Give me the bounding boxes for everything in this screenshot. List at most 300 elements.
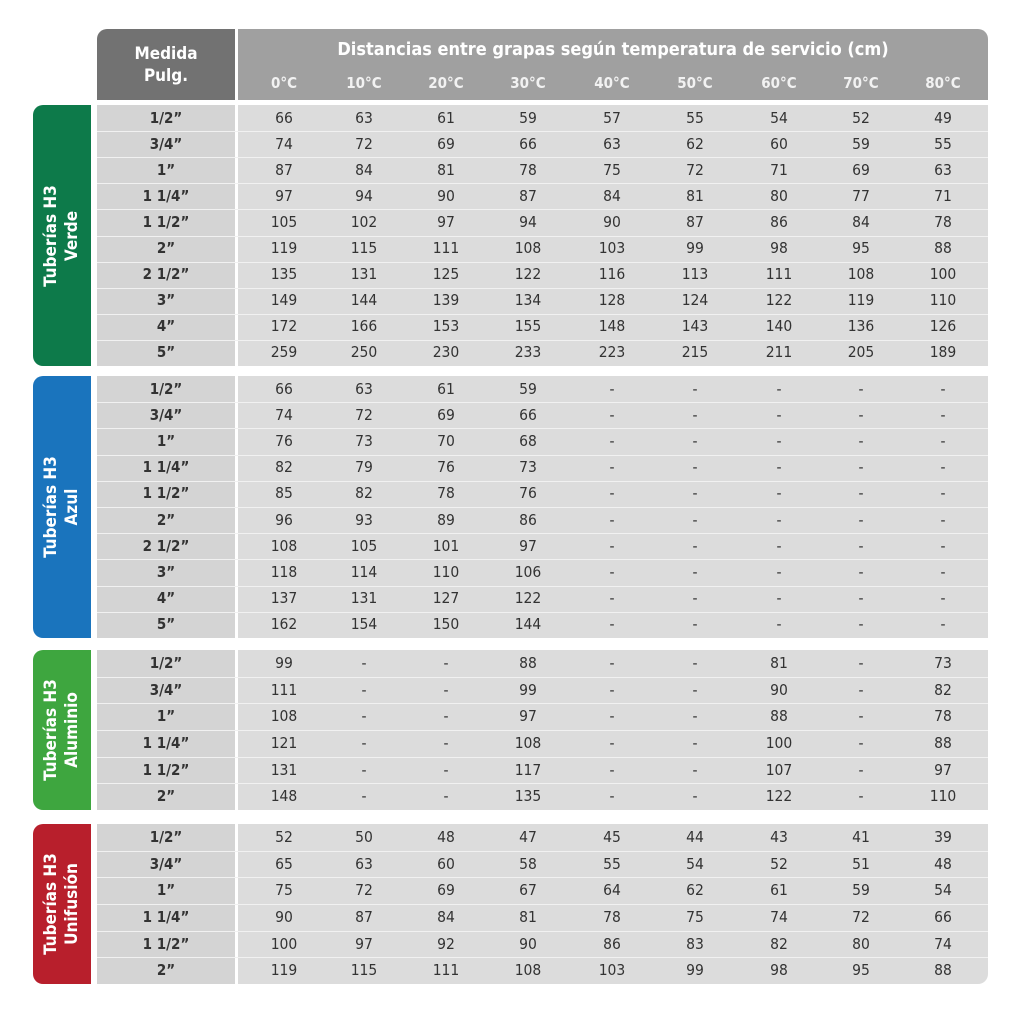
- spacing-value-cell: 43: [770, 828, 788, 846]
- spacing-value-cell: 259: [270, 343, 298, 361]
- spacing-value-cell: 69: [852, 161, 870, 179]
- spacing-value-cell: 78: [934, 213, 952, 231]
- spacing-value-cell: -: [443, 681, 449, 699]
- spacing-value-cell: 86: [519, 511, 537, 529]
- spacing-value-cell: 75: [603, 161, 621, 179]
- spacing-value-cell: 88: [770, 707, 788, 725]
- spacing-value-cell: -: [776, 563, 782, 581]
- temperature-header-8: 80°C: [925, 74, 961, 92]
- spacing-value-cell: 122: [765, 291, 793, 309]
- spacing-value-cell: 134: [514, 291, 542, 309]
- spacing-value-cell: 97: [275, 187, 293, 205]
- spacing-value-cell: 66: [519, 135, 537, 153]
- spacing-value-cell: 139: [432, 291, 460, 309]
- spacing-value-cell: 128: [598, 291, 626, 309]
- spacing-value-cell: 49: [934, 109, 952, 127]
- group-label-line1: Tuberías H3: [41, 184, 61, 287]
- group-label-line2: Azul: [62, 488, 82, 526]
- spacing-value-cell: 111: [432, 239, 460, 257]
- spacing-value-cell: 111: [270, 681, 298, 699]
- spacing-value-cell: 144: [350, 291, 378, 309]
- spacing-value-cell: 113: [681, 265, 709, 283]
- row-divider: [97, 559, 988, 560]
- spacing-value-cell: 52: [275, 828, 293, 846]
- spacing-value-cell: -: [692, 589, 698, 607]
- spacing-value-cell: -: [609, 787, 615, 805]
- spacing-value-cell: -: [609, 563, 615, 581]
- spacing-value-cell: 76: [519, 484, 537, 502]
- size-header-line2: Pulg.: [143, 65, 189, 86]
- spacing-value-cell: 114: [350, 563, 378, 581]
- spacing-value-cell: -: [692, 537, 698, 555]
- spacing-value-cell: 39: [934, 828, 952, 846]
- spacing-value-cell: -: [776, 511, 782, 529]
- pipe-size-cell: 1 1/4”: [142, 187, 190, 205]
- spacing-value-cell: -: [361, 707, 367, 725]
- spacing-value-cell: 72: [355, 135, 373, 153]
- spacing-value-cell: 127: [432, 589, 460, 607]
- spacing-value-cell: 45: [603, 828, 621, 846]
- row-divider: [97, 677, 988, 678]
- spacing-value-cell: 79: [355, 458, 373, 476]
- spacing-value-cell: 57: [603, 109, 621, 127]
- spacing-value-cell: 75: [686, 908, 704, 926]
- spacing-value-cell: -: [443, 654, 449, 672]
- spacing-value-cell: -: [692, 707, 698, 725]
- pipe-size-cell: 1/2”: [149, 380, 183, 398]
- spacing-value-cell: 124: [681, 291, 709, 309]
- pipe-size-cell: 1”: [156, 432, 176, 450]
- spacing-value-cell: -: [692, 511, 698, 529]
- spacing-value-cell: 59: [519, 109, 537, 127]
- spacing-value-cell: 131: [350, 589, 378, 607]
- spacing-value-cell: 63: [355, 109, 373, 127]
- spacing-value-cell: -: [692, 432, 698, 450]
- spacing-value-cell: 90: [519, 935, 537, 953]
- spacing-value-cell: 61: [437, 380, 455, 398]
- spacing-value-cell: 131: [350, 265, 378, 283]
- spacing-value-cell: 68: [519, 432, 537, 450]
- spacing-value-cell: 66: [275, 380, 293, 398]
- table-title: Distancias entre grapas según temperatura de servicio (cm): [337, 39, 889, 60]
- spacing-value-cell: 131: [270, 761, 298, 779]
- spacing-value-cell: 80: [852, 935, 870, 953]
- row-divider: [97, 455, 988, 456]
- spacing-value-cell: 99: [519, 681, 537, 699]
- spacing-value-cell: 100: [765, 734, 793, 752]
- spacing-value-cell: 97: [355, 935, 373, 953]
- pipe-size-cell: 2”: [156, 961, 176, 979]
- spacing-value-cell: 107: [765, 761, 793, 779]
- spacing-value-cell: 148: [270, 787, 298, 805]
- spacing-value-cell: 153: [432, 317, 460, 335]
- temperature-header-6: 60°C: [761, 74, 797, 92]
- spacing-value-cell: -: [609, 380, 615, 398]
- spacing-value-cell: 51: [852, 855, 870, 873]
- row-divider: [97, 288, 988, 289]
- row-divider: [97, 757, 988, 758]
- spacing-value-cell: -: [609, 511, 615, 529]
- spacing-value-cell: 81: [686, 187, 704, 205]
- spacing-value-cell: 122: [514, 589, 542, 607]
- spacing-value-cell: 63: [934, 161, 952, 179]
- spacing-value-cell: 89: [437, 511, 455, 529]
- spacing-value-cell: 84: [437, 908, 455, 926]
- spacing-value-cell: 215: [681, 343, 709, 361]
- temperature-header-2: 20°C: [428, 74, 464, 92]
- row-divider: [97, 957, 988, 958]
- spacing-value-cell: -: [609, 406, 615, 424]
- temperature-header-5: 50°C: [677, 74, 713, 92]
- spacing-value-cell: -: [940, 458, 946, 476]
- spacing-value-cell: 97: [519, 537, 537, 555]
- spacing-value-cell: 61: [437, 109, 455, 127]
- spacing-value-cell: 59: [852, 881, 870, 899]
- spacing-value-cell: 78: [437, 484, 455, 502]
- spacing-value-cell: 149: [270, 291, 298, 309]
- spacing-value-cell: 72: [355, 406, 373, 424]
- spacing-value-cell: 60: [770, 135, 788, 153]
- spacing-value-cell: 143: [681, 317, 709, 335]
- group-label-text: [41, 853, 83, 955]
- spacing-value-cell: -: [940, 563, 946, 581]
- spacing-value-cell: -: [609, 458, 615, 476]
- spacing-value-cell: 122: [514, 265, 542, 283]
- spacing-value-cell: 75: [275, 881, 293, 899]
- spacing-value-cell: -: [692, 654, 698, 672]
- spacing-value-cell: 140: [765, 317, 793, 335]
- spacing-value-cell: 119: [847, 291, 875, 309]
- spacing-value-cell: -: [609, 615, 615, 633]
- row-divider: [97, 402, 988, 403]
- pipe-size-cell: 1 1/4”: [142, 458, 190, 476]
- row-divider: [97, 428, 988, 429]
- spacing-value-cell: 41: [852, 828, 870, 846]
- spacing-value-cell: 84: [355, 161, 373, 179]
- group-label-1: [33, 376, 91, 638]
- spacing-value-cell: 55: [934, 135, 952, 153]
- spacing-value-cell: 108: [514, 239, 542, 257]
- pipe-size-cell: 1 1/2”: [142, 484, 190, 502]
- spacing-value-cell: 100: [270, 935, 298, 953]
- spacing-value-cell: 87: [355, 908, 373, 926]
- spacing-value-cell: 58: [519, 855, 537, 873]
- spacing-value-cell: 102: [350, 213, 378, 231]
- spacing-value-cell: -: [692, 761, 698, 779]
- spacing-value-cell: 90: [437, 187, 455, 205]
- group-label-0: [33, 105, 91, 366]
- spacing-value-cell: 105: [270, 213, 298, 231]
- spacing-value-cell: 66: [519, 406, 537, 424]
- pipe-size-cell: 3/4”: [149, 855, 183, 873]
- spacing-value-cell: -: [776, 380, 782, 398]
- spacing-value-cell: 59: [852, 135, 870, 153]
- spacing-value-cell: 136: [847, 317, 875, 335]
- spacing-value-cell: 78: [519, 161, 537, 179]
- pipe-size-cell: 2”: [156, 787, 176, 805]
- spacing-value-cell: -: [858, 458, 864, 476]
- spacing-value-cell: 111: [432, 961, 460, 979]
- spacing-value-cell: 205: [847, 343, 875, 361]
- spacing-value-cell: -: [361, 654, 367, 672]
- group-label-line2: Unifusión: [62, 863, 82, 945]
- spacing-value-cell: 72: [686, 161, 704, 179]
- row-divider: [97, 507, 988, 508]
- spacing-value-cell: 82: [275, 458, 293, 476]
- spacing-value-cell: 55: [603, 855, 621, 873]
- spacing-value-cell: -: [940, 406, 946, 424]
- row-divider: [97, 730, 988, 731]
- spacing-value-cell: -: [692, 563, 698, 581]
- row-divider: [97, 904, 988, 905]
- spacing-value-cell: 62: [686, 135, 704, 153]
- spacing-value-cell: 121: [270, 734, 298, 752]
- spacing-value-cell: 52: [852, 109, 870, 127]
- spacing-value-cell: 82: [770, 935, 788, 953]
- pipe-size-cell: 1 1/4”: [142, 734, 190, 752]
- spacing-value-cell: 72: [355, 881, 373, 899]
- spacing-value-cell: 106: [514, 563, 542, 581]
- spacing-value-cell: 76: [275, 432, 293, 450]
- spacing-value-cell: 98: [770, 961, 788, 979]
- row-divider: [97, 851, 988, 852]
- spacing-value-cell: 72: [852, 908, 870, 926]
- row-divider: [97, 586, 988, 587]
- pipe-size-cell: 3/4”: [149, 681, 183, 699]
- spacing-value-cell: 69: [437, 881, 455, 899]
- spacing-value-cell: -: [692, 681, 698, 699]
- spacing-value-cell: 86: [770, 213, 788, 231]
- spacing-value-cell: -: [361, 681, 367, 699]
- spacing-value-cell: 73: [519, 458, 537, 476]
- spacing-value-cell: -: [858, 734, 864, 752]
- row-divider: [97, 931, 988, 932]
- row-divider: [97, 209, 988, 210]
- spacing-value-cell: -: [858, 761, 864, 779]
- spacing-value-cell: -: [858, 511, 864, 529]
- spacing-value-cell: 48: [934, 855, 952, 873]
- pipe-size-cell: 3/4”: [149, 135, 183, 153]
- spacing-value-cell: 69: [437, 406, 455, 424]
- spacing-value-cell: -: [609, 432, 615, 450]
- group-label-line2: Verde: [62, 210, 82, 261]
- spacing-value-cell: 86: [603, 935, 621, 953]
- spacing-value-cell: 90: [603, 213, 621, 231]
- pipe-size-cell: 1”: [156, 161, 176, 179]
- row-divider: [97, 877, 988, 878]
- pipe-size-cell: 1/2”: [149, 654, 183, 672]
- pipe-size-cell: 2 1/2”: [142, 265, 190, 283]
- spacing-value-cell: 172: [270, 317, 298, 335]
- row-divider: [97, 533, 988, 534]
- spacing-value-cell: -: [858, 537, 864, 555]
- spacing-value-cell: 100: [929, 265, 957, 283]
- spacing-value-cell: 125: [432, 265, 460, 283]
- row-divider: [97, 703, 988, 704]
- spacing-value-cell: 63: [355, 855, 373, 873]
- spacing-value-cell: -: [776, 537, 782, 555]
- spacing-value-cell: 81: [770, 654, 788, 672]
- spacing-value-cell: 88: [934, 239, 952, 257]
- spacing-value-cell: 74: [275, 135, 293, 153]
- spacing-value-cell: -: [940, 380, 946, 398]
- spacing-value-cell: -: [443, 761, 449, 779]
- spacing-value-cell: -: [361, 761, 367, 779]
- spacing-value-cell: 96: [275, 511, 293, 529]
- pipe-size-cell: 1”: [156, 881, 176, 899]
- temperature-header-7: 70°C: [843, 74, 879, 92]
- pipe-size-cell: 4”: [156, 589, 176, 607]
- spacing-value-cell: 71: [934, 187, 952, 205]
- row-divider: [97, 183, 988, 184]
- spacing-value-cell: 154: [350, 615, 378, 633]
- spacing-value-cell: -: [609, 707, 615, 725]
- pipe-size-cell: 4”: [156, 317, 176, 335]
- pipe-size-cell: 1 1/2”: [142, 761, 190, 779]
- spacing-value-cell: -: [692, 458, 698, 476]
- spacing-value-cell: 61: [770, 881, 788, 899]
- spacing-value-cell: 126: [929, 317, 957, 335]
- spacing-value-cell: 65: [275, 855, 293, 873]
- spacing-value-cell: 103: [598, 239, 626, 257]
- spacing-value-cell: -: [940, 615, 946, 633]
- row-divider: [97, 131, 988, 132]
- spacing-value-cell: 94: [519, 213, 537, 231]
- spacing-value-cell: 66: [934, 908, 952, 926]
- spacing-value-cell: 76: [437, 458, 455, 476]
- spacing-value-cell: 108: [514, 961, 542, 979]
- spacing-value-cell: 105: [350, 537, 378, 555]
- spacing-value-cell: -: [776, 406, 782, 424]
- spacing-value-cell: 99: [686, 961, 704, 979]
- group-label-text: [41, 185, 83, 287]
- spacing-value-cell: 118: [270, 563, 298, 581]
- temperature-header-1: 10°C: [346, 74, 382, 92]
- spacing-value-cell: -: [692, 734, 698, 752]
- spacing-value-cell: 108: [514, 734, 542, 752]
- spacing-value-cell: 122: [765, 787, 793, 805]
- spacing-value-cell: -: [858, 615, 864, 633]
- spacing-value-cell: 87: [275, 161, 293, 179]
- spacing-value-cell: -: [609, 537, 615, 555]
- spacing-value-cell: 87: [519, 187, 537, 205]
- spacing-value-cell: 90: [770, 681, 788, 699]
- row-divider: [97, 481, 988, 482]
- row-divider: [97, 314, 988, 315]
- spacing-value-cell: -: [858, 563, 864, 581]
- group-label-line1: Tuberías H3: [41, 853, 61, 955]
- spacing-value-cell: 48: [437, 828, 455, 846]
- spacing-value-cell: -: [361, 787, 367, 805]
- temperature-header-4: 40°C: [594, 74, 630, 92]
- spacing-value-cell: 111: [765, 265, 793, 283]
- spacing-value-cell: 116: [598, 265, 626, 283]
- pipe-size-cell: 1/2”: [149, 828, 183, 846]
- spacing-value-cell: 78: [934, 707, 952, 725]
- spacing-value-cell: 82: [355, 484, 373, 502]
- spacing-value-cell: 88: [934, 961, 952, 979]
- spacing-value-cell: 50: [355, 828, 373, 846]
- spacing-value-cell: 115: [350, 961, 378, 979]
- group-label-text: [41, 679, 83, 781]
- spacing-value-cell: 97: [519, 707, 537, 725]
- spacing-value-cell: 250: [350, 343, 378, 361]
- row-divider: [97, 157, 988, 158]
- spacing-value-cell: 74: [275, 406, 293, 424]
- spacing-value-cell: -: [776, 615, 782, 633]
- spacing-value-cell: 117: [514, 761, 542, 779]
- group-label-text: [41, 456, 83, 558]
- spacing-value-cell: 223: [598, 343, 626, 361]
- spacing-value-cell: 108: [270, 537, 298, 555]
- spacing-value-cell: -: [776, 589, 782, 607]
- spacing-value-cell: 60: [437, 855, 455, 873]
- spacing-value-cell: -: [692, 406, 698, 424]
- spacing-value-cell: 119: [270, 961, 298, 979]
- spacing-value-cell: 108: [270, 707, 298, 725]
- spacing-value-cell: 110: [432, 563, 460, 581]
- spacing-value-cell: 137: [270, 589, 298, 607]
- spacing-value-cell: 162: [270, 615, 298, 633]
- spacing-value-cell: 77: [852, 187, 870, 205]
- temperature-header-3: 30°C: [510, 74, 546, 92]
- spacing-value-cell: 69: [437, 135, 455, 153]
- spacing-value-cell: -: [858, 681, 864, 699]
- group-label-line2: Aluminio: [62, 692, 82, 768]
- spacing-value-cell: -: [609, 654, 615, 672]
- spacing-value-cell: 92: [437, 935, 455, 953]
- spacing-value-cell: 94: [355, 187, 373, 205]
- spacing-value-cell: 115: [350, 239, 378, 257]
- spacing-value-cell: 95: [852, 239, 870, 257]
- spacing-value-cell: 81: [519, 908, 537, 926]
- pipe-size-cell: 3”: [156, 563, 176, 581]
- spacing-value-cell: 73: [355, 432, 373, 450]
- spacing-value-cell: 135: [270, 265, 298, 283]
- spacing-value-cell: -: [443, 734, 449, 752]
- spacing-value-cell: 66: [275, 109, 293, 127]
- spacing-value-cell: 82: [934, 681, 952, 699]
- group-label-3: [33, 824, 91, 984]
- spacing-value-cell: -: [609, 589, 615, 607]
- spacing-value-cell: 144: [514, 615, 542, 633]
- spacing-value-cell: 71: [770, 161, 788, 179]
- spacing-value-cell: 166: [350, 317, 378, 335]
- spacing-value-cell: 135: [514, 787, 542, 805]
- spacing-value-cell: 108: [847, 265, 875, 283]
- temperature-header: [238, 29, 988, 100]
- size-column-header: [97, 29, 235, 100]
- row-divider: [97, 236, 988, 237]
- pipe-size-cell: 1 1/4”: [142, 908, 190, 926]
- row-divider: [97, 783, 988, 784]
- spacing-value-cell: -: [361, 734, 367, 752]
- spacing-value-cell: 87: [686, 213, 704, 231]
- spacing-value-cell: 85: [275, 484, 293, 502]
- spacing-value-cell: 83: [686, 935, 704, 953]
- spacing-value-cell: 97: [934, 761, 952, 779]
- spacing-value-cell: 150: [432, 615, 460, 633]
- row-divider: [97, 262, 988, 263]
- spacing-value-cell: 88: [519, 654, 537, 672]
- spacing-value-cell: 44: [686, 828, 704, 846]
- spacing-value-cell: 73: [934, 654, 952, 672]
- spacing-value-cell: -: [609, 761, 615, 779]
- spacing-value-cell: 110: [929, 787, 957, 805]
- spacing-value-cell: 63: [603, 135, 621, 153]
- spacing-value-cell: 189: [929, 343, 957, 361]
- spacing-value-cell: 88: [934, 734, 952, 752]
